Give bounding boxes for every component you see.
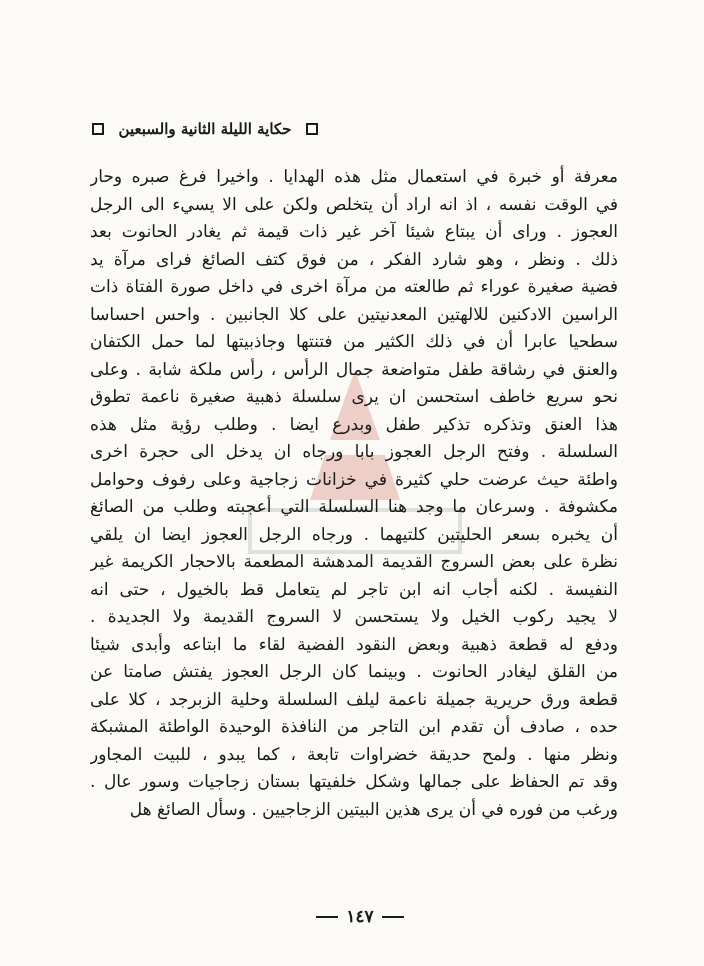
text-line: السلسلة . وفتح الرجل العجوز بابا ورجاه ان يدخل الى حجرة اخرى: [90, 442, 618, 462]
footer-dash-right: [382, 916, 404, 918]
text-line: العجوز . وراى أن يبتاع شيئا آخر غير ذات قيمة ثم يغادر الحانوت بعد: [90, 222, 618, 242]
text-line: والعنق في رشاقة طفل متواضعة جمال الرأس ، رأس ملكة شابة . وعلى: [90, 359, 618, 380]
page-number: ١٤٧: [346, 907, 374, 927]
square-ornament-icon: [92, 123, 104, 135]
text-line: ودفع له قطعة ذهبية وبعض النقود الفضية لقاء ما ابتاعه وأبدى شيئا: [90, 634, 618, 655]
running-header: [92, 116, 318, 142]
text-line: واطئة حيث عرضت حلي كثيرة في خزانات زجاجية وعلى رفوف وحوامل: [90, 469, 618, 490]
text-line: نحو سريع خاطف استحسن ان يرى سلسلة ذهبية صغيرة ناعمة تطوق: [90, 387, 618, 407]
text-line: حده ، صادف أن تقدم ابن التاجر من النافذة الوحيدة الواطئة المشبكة: [90, 717, 618, 737]
text-line: ورغب من فوره في أن يرى هذين البيتين الزجاجيين . وسأل الصائغ هل: [129, 799, 618, 820]
text-line: معرفة أو خبرة في استعمال مثل هذه الهدايا . واخيرا فرغ صبره وحار: [90, 167, 618, 187]
text-line: لا يجيد ركوب الخيل ولا يستحسن لا السروج القديمة ولا الجديدة .: [90, 607, 618, 627]
text-line: هذا العنق وتذكره تذكير طفل وبدرع ايضا . وطلب رؤية مثل هذه: [90, 414, 618, 435]
text-line: نظرة على بعض السروج القديمة المدهشة المطعمة بالاحجار الكريمة غير: [90, 552, 618, 572]
text-line: وقد تم الحفاظ على جمالها وشكل خلفيتها بستان زجاجيات وسور عال .: [90, 772, 618, 792]
text-line: أن يخبره بسعر الحليتين كلتيهما . ورجاه الرجل العجوز ايضا ان يلقي: [90, 524, 618, 545]
text-line: ذلك . ونظر ، وهو شارد الفكر ، من فوق كتف الصائغ فراى مرآة يد: [90, 249, 618, 270]
text-line: من القلق ليغادر الحانوت . وبينما كان الرجل العجوز يفتش صامتا عن: [90, 662, 618, 682]
text-line: سطحيا عابرا أن في ذلك الكثير من فتنتها وجاذبيتها لما حمل الكتفان: [90, 332, 618, 352]
body-text: [90, 164, 618, 824]
page-footer: [310, 904, 410, 930]
text-line: فضية صغيرة عوراء ثم طالعته من مرآة اخرى في داخل صورة الفتاة ذات: [90, 277, 618, 297]
text-line: الراسين الادكنين للالهتين المعدنيتين على كلا الجانبين . واحس احساسا: [90, 304, 618, 325]
chapter-title: حكاية الليلة الثانية والسبعين: [118, 120, 292, 138]
text-line: ونظر منها . ولمح حديقة خضراوات تابعة ، كما يبدو ، للبيت المجاور: [90, 744, 618, 765]
text-line: في الوقت نفسه ، اذ انه اراد أن يتخلص ولكن على الا يسيء الى الرجل: [90, 194, 618, 215]
footer-dash-left: [316, 916, 338, 918]
text-line: مكشوفة . وسرعان ما وجد هنا السلسلة التي أعجبته وطلب من الصائغ: [90, 497, 618, 517]
text-line: قطعة ورق حريرية جميلة ناعمة ليلف السلسلة وحلية الزبرجد ، كلا على: [90, 689, 618, 710]
square-ornament-icon: [306, 123, 318, 135]
text-line: النفيسة . لكنه أجاب انه ابن تاجر لم يتعامل قط بالخيول ، حتى انه: [90, 579, 618, 600]
